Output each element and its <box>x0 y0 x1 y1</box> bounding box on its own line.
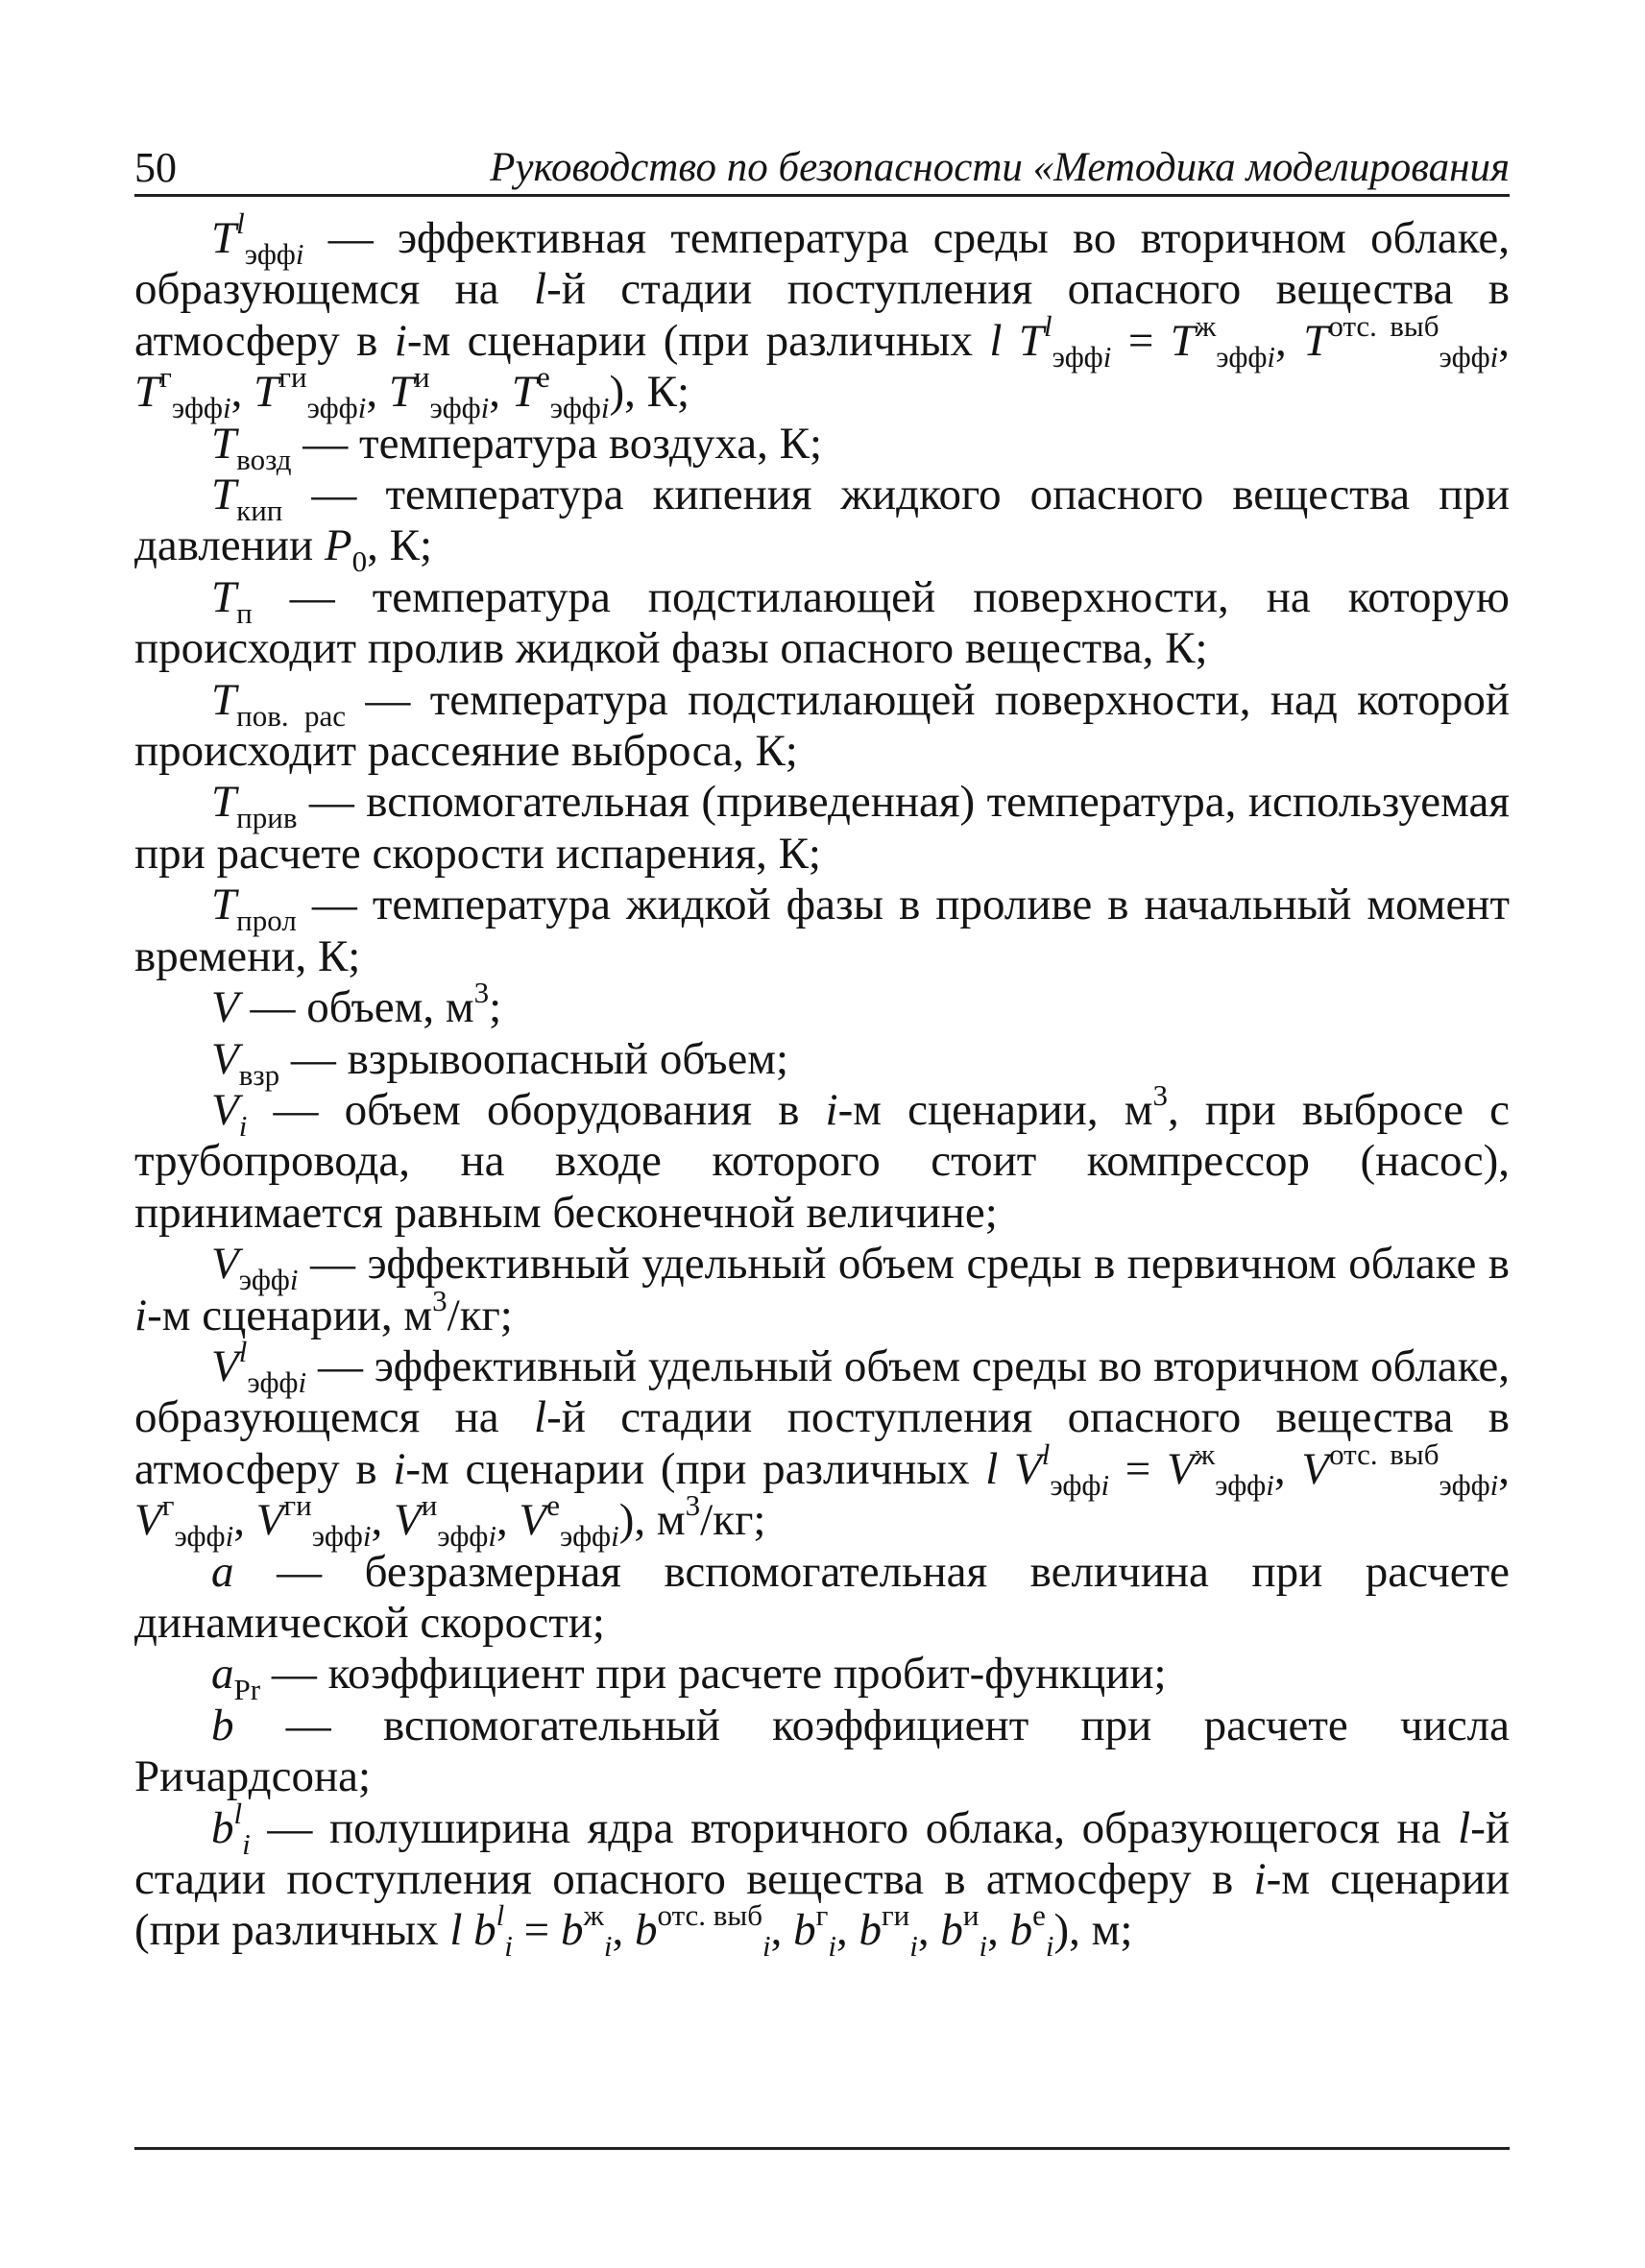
page-number: 50 <box>134 144 177 191</box>
definition-t-air: $T_{возд}$ — температура воздуха, К; <box>211 418 823 476</box>
definition-t-reduced: $T_{прив}$ — вспомогательная (приведенная) температура, используемая при расчете скорости испарения, К; <box>134 777 1510 879</box>
footer-rule <box>134 2147 1510 2150</box>
definition-t-boil: $T_{кип}$ — температура кипения жидкого опасного вещества при давлении $P_0$, К; <box>134 470 1510 579</box>
definition-t-surface: $T_п$ — температура подстилающей поверхности, на которую происходит пролив жидкой фазы опасного вещества, К; <box>134 571 1510 674</box>
header-rule <box>134 194 1510 197</box>
definition-v-equipment: $V_i$ — объем оборудования в i-м сценарии, $м^3$, при выбросе с трубопровода, на входе которого стоит компрессор (насос), принимается равным бесконечной величине; <box>134 1077 1510 1238</box>
definition-a: a — безразмерная вспомогательная величина при расчете динамической скорости; <box>134 1546 1510 1648</box>
definition-v-eff-secondary: $V^l_{эффi}$ — эффективный удельный объем среды во вторичном облаке, образующемся на l-й стадии поступления опасного вещества в атмосферу в i-м сценарии (при различных l $V^l_{эффi} = V^ж_{эффi}$, $V^{отс. выб}_{эффi}$, $V^г_{эффi}$, $V^{ги}_{эффi}$, $V^и_{эффi}$, $V^е_{эффi}$), $м^3/кг$; <box>134 1334 1511 1554</box>
definition-t-eff-secondary: $T^l_{эффi}$ — эффективная температура среды во вторичном облаке, образующемся на l-й стадии поступления опасного вещества в атмосферу в i-м сценарии (при различных l $T^l_{эффi} = T^ж_{эффi}$, $T^{отс. выб}_{эффi}$, $T^г_{эффi}$, $T^{ги}_{эффi}$, $T^и_{эффi}$, $T^е_{эффi}$), К; <box>134 206 1511 425</box>
definition-v: V — объем, $м^3$; <box>211 976 502 1033</box>
definition-t-spill: $T_{прол}$ — температура жидкой фазы в проливе в начальный момент времени, К; <box>134 880 1510 981</box>
definition-a-pr: $a_{Pr}$ — коэффициент при расчете пробит-функции; <box>211 1649 1167 1707</box>
definition-t-surface-dispersion: $T_{пов. рас}$ — температура подстилающей поверхности, над которой происходит рассеяние выброса, К; <box>134 674 1511 777</box>
page-header <box>134 144 1510 194</box>
definition-v-eff-primary: $V_{эффi}$ — эффективный удельный объем среды в первичном облаке в i-м сценарии, $м^3/кг$; <box>134 1239 1510 1340</box>
definition-b: b — вспомогательный коэффициент при расчете числа Ричардсона; <box>134 1700 1510 1802</box>
running-title: Руководство по безопасности «Методика моделирования <box>490 145 1510 190</box>
definition-b-half-width: $b^l_i$ — полуширина ядра вторичного облака, образующегося на l-й стадии поступления опасного вещества в атмосферу в i-м сценарии (при различных l $b^l_i = b^ж_i$, $b^{отс. выб}_i$, $b^г_i$, $b^{ги}_i$, $b^и_i$, $b^е_i$), м; <box>134 1796 1511 1964</box>
definition-v-explosive: $V_{взр}$ — взрывоопасный объем; <box>211 1033 789 1092</box>
page-body <box>134 206 1511 1964</box>
